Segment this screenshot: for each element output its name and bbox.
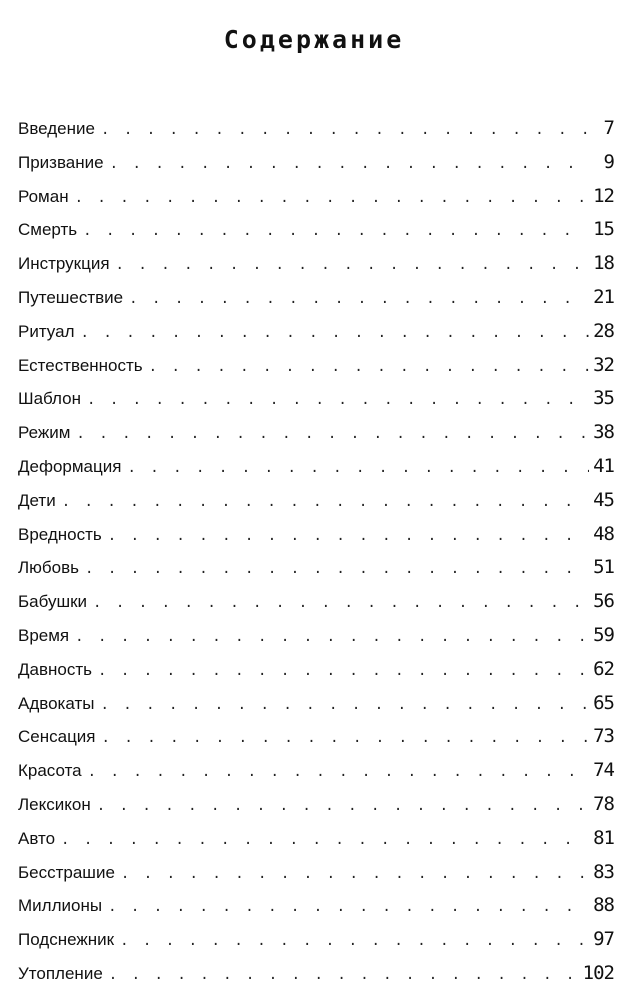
dot-leader bbox=[129, 283, 589, 317]
toc-entry[interactable] bbox=[18, 180, 614, 214]
toc-entry-page-number: 56 bbox=[593, 590, 614, 613]
toc-entry[interactable] bbox=[18, 349, 614, 383]
dot-leader bbox=[83, 215, 589, 249]
toc-entry[interactable] bbox=[18, 112, 614, 146]
toc-entry-label: Сенсация bbox=[18, 727, 96, 747]
toc-entry-label: Шаблон bbox=[18, 389, 81, 409]
toc-entry[interactable] bbox=[18, 281, 614, 315]
toc-entry-page-number: 18 bbox=[593, 252, 614, 275]
dot-leader bbox=[120, 925, 589, 959]
toc-entry[interactable] bbox=[18, 687, 614, 721]
toc-entry-page-number: 59 bbox=[593, 623, 614, 646]
dot-leader bbox=[149, 351, 589, 385]
toc-entry[interactable] bbox=[18, 146, 614, 180]
toc-entry[interactable] bbox=[18, 957, 614, 991]
toc-entry[interactable] bbox=[18, 585, 614, 619]
toc-entry[interactable] bbox=[18, 889, 614, 923]
dot-leader bbox=[102, 722, 590, 756]
toc-entry-label: Время bbox=[18, 625, 70, 645]
toc-entry[interactable] bbox=[18, 720, 614, 754]
toc-entry-page-number: 15 bbox=[593, 218, 614, 241]
toc-entry-page-number: 41 bbox=[593, 454, 614, 477]
toc-entry[interactable] bbox=[18, 856, 614, 890]
toc-entry-page-number: 35 bbox=[593, 387, 614, 410]
toc-entry-label: Бесстрашие bbox=[18, 862, 115, 882]
toc-list bbox=[18, 112, 614, 991]
dot-leader bbox=[62, 486, 589, 520]
toc-entry-label: Призвание bbox=[18, 152, 104, 172]
toc-entry-page-number: 83 bbox=[593, 860, 614, 883]
toc-entry-label: Подснежник bbox=[18, 930, 115, 950]
dot-leader bbox=[108, 520, 589, 554]
dot-leader bbox=[76, 418, 589, 452]
toc-entry-label: Инструкция bbox=[18, 254, 110, 274]
toc-entry-label: Лексикон bbox=[18, 794, 91, 814]
toc-entry-label: Путешествие bbox=[18, 287, 124, 307]
toc-entry-label: Естественность bbox=[18, 355, 143, 375]
dot-leader bbox=[98, 655, 589, 689]
toc-entry-page-number: 45 bbox=[593, 488, 614, 511]
toc-entry-page-number: 32 bbox=[593, 353, 614, 376]
toc-entry[interactable] bbox=[18, 653, 614, 687]
toc-entry[interactable] bbox=[18, 450, 614, 484]
toc-entry[interactable] bbox=[18, 416, 614, 450]
toc-entry-page-number: 78 bbox=[593, 792, 614, 815]
dot-leader bbox=[75, 182, 590, 216]
toc-entry[interactable] bbox=[18, 923, 614, 957]
toc-entry-label: Давность bbox=[18, 659, 92, 679]
dot-leader bbox=[101, 114, 592, 148]
toc-entry[interactable] bbox=[18, 382, 614, 416]
toc-entry[interactable] bbox=[18, 754, 614, 788]
toc-entry[interactable] bbox=[18, 788, 614, 822]
toc-entry-page-number: 9 bbox=[603, 150, 614, 173]
toc-entry-page-number: 12 bbox=[593, 184, 614, 207]
dot-leader bbox=[85, 553, 589, 587]
toc-entry-page-number: 51 bbox=[593, 556, 614, 579]
toc-entry-label: Введение bbox=[18, 119, 95, 138]
toc-entry[interactable] bbox=[18, 484, 614, 518]
dot-leader bbox=[75, 621, 589, 655]
toc-entry-page-number: 21 bbox=[593, 285, 614, 308]
toc-entry-page-number: 38 bbox=[593, 421, 614, 444]
toc-entry[interactable] bbox=[18, 315, 614, 349]
toc-entry-page-number: 81 bbox=[593, 826, 614, 849]
toc-entry-label: Дети bbox=[18, 490, 56, 510]
toc-entry-page-number: 7 bbox=[603, 117, 614, 139]
toc-entry-label: Красота bbox=[18, 761, 82, 781]
dot-leader bbox=[116, 249, 590, 283]
toc-entry[interactable] bbox=[18, 213, 614, 247]
toc-entry[interactable] bbox=[18, 822, 614, 856]
toc-entry-label: Вредность bbox=[18, 524, 102, 544]
dot-leader bbox=[97, 790, 589, 824]
dot-leader bbox=[93, 587, 589, 621]
toc-entry-label: Ритуал bbox=[18, 321, 75, 341]
toc-entry[interactable] bbox=[18, 518, 614, 552]
dot-leader bbox=[110, 148, 592, 182]
toc-entry-label: Миллионы bbox=[18, 896, 103, 916]
toc-entry-label: Смерть bbox=[18, 220, 78, 240]
toc-entry-page-number: 74 bbox=[593, 759, 614, 782]
toc-entry-page-number: 65 bbox=[593, 691, 614, 714]
toc-entry-label: Утопление bbox=[18, 963, 103, 983]
page-title: Содержание bbox=[223, 24, 405, 54]
toc-entry[interactable] bbox=[18, 247, 614, 281]
dot-leader bbox=[88, 756, 589, 790]
toc-entry[interactable] bbox=[18, 551, 614, 585]
dot-leader bbox=[121, 858, 589, 892]
toc-entry-label: Деформация bbox=[18, 456, 122, 476]
toc-entry-label: Бабушки bbox=[18, 592, 88, 612]
dot-leader bbox=[100, 689, 589, 723]
toc-entry-page-number: 28 bbox=[593, 319, 614, 342]
dot-leader bbox=[81, 317, 590, 351]
toc-entry-page-number: 102 bbox=[582, 961, 614, 984]
toc-entry-label: Любовь bbox=[18, 558, 79, 578]
dot-leader bbox=[127, 452, 589, 486]
toc-entry-page-number: 97 bbox=[593, 928, 614, 951]
toc-entry-page-number: 73 bbox=[593, 725, 614, 748]
toc-entry[interactable] bbox=[18, 619, 614, 653]
toc-entry-page-number: 62 bbox=[593, 657, 614, 680]
toc-entry-page-number: 48 bbox=[593, 522, 614, 545]
dot-leader bbox=[87, 384, 589, 418]
toc-entry-label: Роман bbox=[18, 186, 69, 206]
dot-leader bbox=[61, 824, 589, 858]
toc-entry-label: Режим bbox=[18, 423, 71, 443]
toc-entry-label: Авто bbox=[18, 828, 56, 848]
dot-leader bbox=[108, 891, 589, 925]
toc-entry-label: Адвокаты bbox=[18, 693, 95, 713]
toc-entry-page-number: 88 bbox=[593, 894, 614, 917]
